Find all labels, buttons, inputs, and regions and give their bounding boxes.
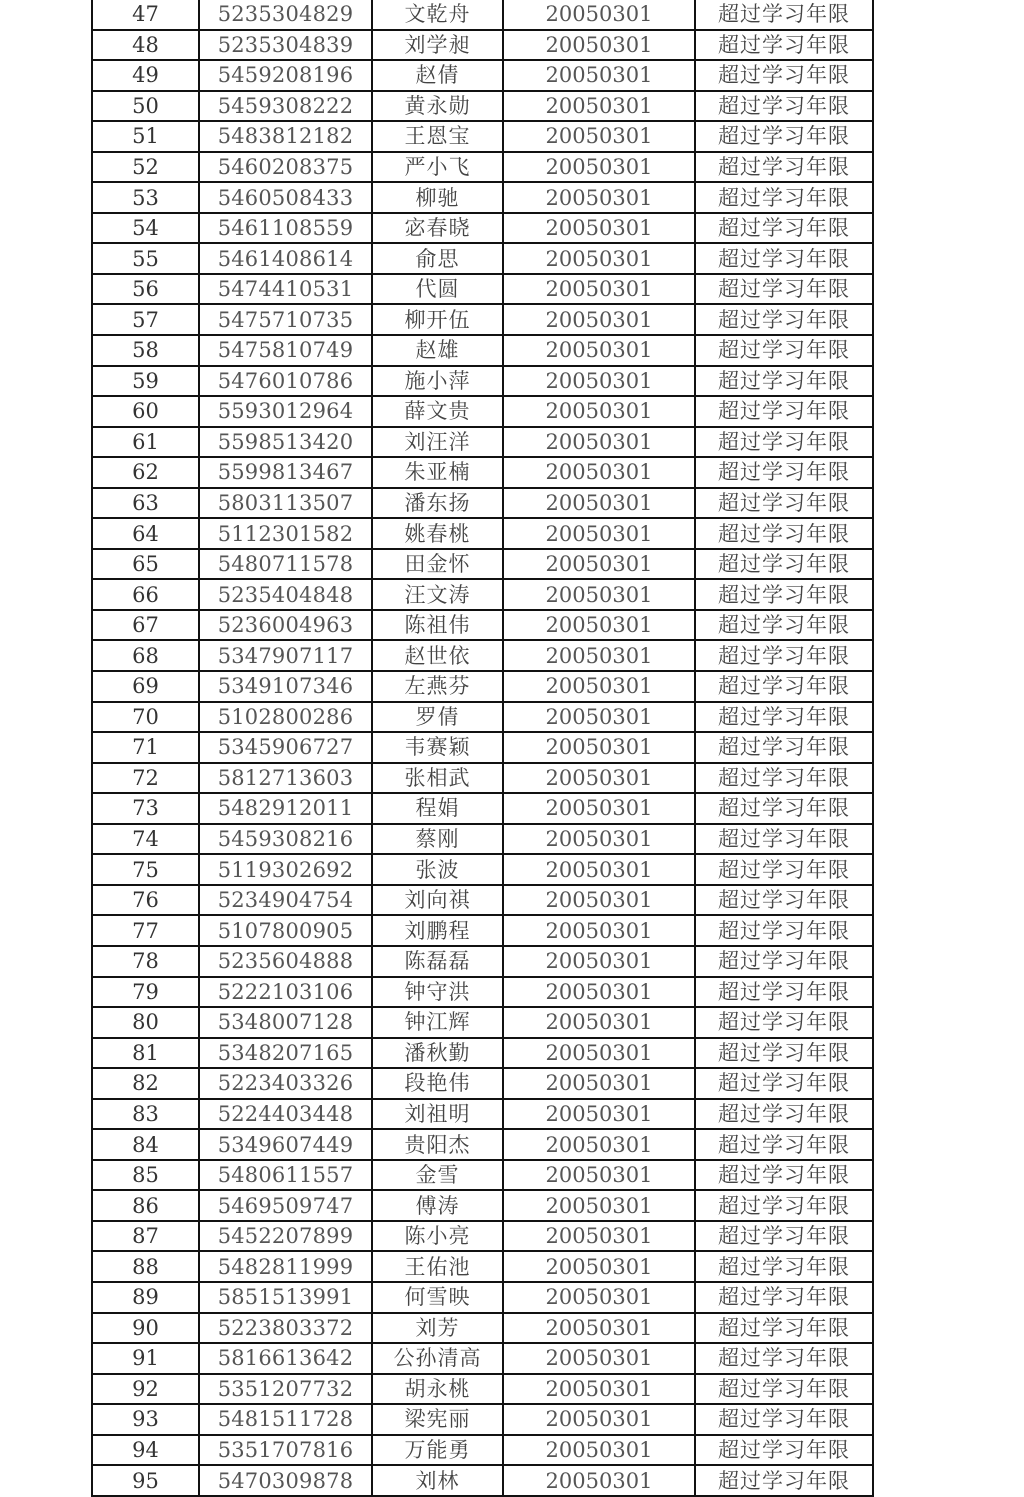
date-cell: 20050301 <box>503 1038 695 1069</box>
table-row <box>92 640 873 671</box>
table-row <box>92 854 873 885</box>
table-row <box>92 60 873 91</box>
date-cell: 20050301 <box>503 1374 695 1405</box>
reason-cell: 超过学习年限 <box>695 640 873 671</box>
student-name-cell: 柳驰 <box>372 182 503 213</box>
date-cell: 20050301 <box>503 854 695 885</box>
student-name-cell: 陈小亮 <box>372 1221 503 1252</box>
student-id-cell: 5349607449 <box>199 1129 372 1160</box>
row-number-cell: 64 <box>92 518 199 549</box>
date-cell: 20050301 <box>503 885 695 916</box>
table-row <box>92 1343 873 1374</box>
student-name-cell: 段艳伟 <box>372 1068 503 1099</box>
date-cell: 20050301 <box>503 763 695 794</box>
student-id-cell: 5803113507 <box>199 488 372 519</box>
table-row <box>92 30 873 61</box>
student-id-cell: 5345906727 <box>199 732 372 763</box>
student-id-cell: 5223403326 <box>199 1068 372 1099</box>
table-row <box>92 732 873 763</box>
date-cell: 20050301 <box>503 274 695 305</box>
student-id-cell: 5474410531 <box>199 274 372 305</box>
reason-cell: 超过学习年限 <box>695 793 873 824</box>
row-number-cell: 62 <box>92 457 199 488</box>
student-name-cell: 朱亚楠 <box>372 457 503 488</box>
row-number-cell: 60 <box>92 396 199 427</box>
roster-table <box>91 0 874 1497</box>
table-row <box>92 1007 873 1038</box>
student-id-cell: 5470309878 <box>199 1465 372 1496</box>
reason-cell: 超过学习年限 <box>695 1404 873 1435</box>
table-row <box>92 579 873 610</box>
table-row <box>92 182 873 213</box>
date-cell: 20050301 <box>503 702 695 733</box>
row-number-cell: 57 <box>92 304 199 335</box>
student-name-cell: 刘鹏程 <box>372 915 503 946</box>
table-row <box>92 1435 873 1466</box>
row-number-cell: 76 <box>92 885 199 916</box>
reason-cell: 超过学习年限 <box>695 396 873 427</box>
row-number-cell: 72 <box>92 763 199 794</box>
row-number-cell: 61 <box>92 427 199 458</box>
student-id-cell: 5459308222 <box>199 91 372 122</box>
student-id-cell: 5222103106 <box>199 977 372 1008</box>
row-number-cell: 81 <box>92 1038 199 1069</box>
row-number-cell: 85 <box>92 1160 199 1191</box>
reason-cell: 超过学习年限 <box>695 1374 873 1405</box>
student-id-cell: 5598513420 <box>199 427 372 458</box>
student-name-cell: 刘芳 <box>372 1313 503 1344</box>
row-number-cell: 80 <box>92 1007 199 1038</box>
student-name-cell: 俞思 <box>372 243 503 274</box>
student-name-cell: 张相武 <box>372 763 503 794</box>
student-id-cell: 5593012964 <box>199 396 372 427</box>
table-row <box>92 488 873 519</box>
date-cell: 20050301 <box>503 396 695 427</box>
student-name-cell: 罗倩 <box>372 702 503 733</box>
table-row <box>92 1038 873 1069</box>
student-id-cell: 5235604888 <box>199 946 372 977</box>
table-row <box>92 1129 873 1160</box>
reason-cell: 超过学习年限 <box>695 91 873 122</box>
student-id-cell: 5812713603 <box>199 763 372 794</box>
student-id-cell: 5461408614 <box>199 243 372 274</box>
reason-cell: 超过学习年限 <box>695 1099 873 1130</box>
reason-cell: 超过学习年限 <box>695 30 873 61</box>
table-row <box>92 243 873 274</box>
table-row <box>92 946 873 977</box>
reason-cell: 超过学习年限 <box>695 427 873 458</box>
row-number-cell: 65 <box>92 549 199 580</box>
reason-cell: 超过学习年限 <box>695 1465 873 1496</box>
student-id-cell: 5349107346 <box>199 671 372 702</box>
student-id-cell: 5235404848 <box>199 579 372 610</box>
date-cell: 20050301 <box>503 640 695 671</box>
row-number-cell: 78 <box>92 946 199 977</box>
student-id-cell: 5851513991 <box>199 1282 372 1313</box>
row-number-cell: 94 <box>92 1435 199 1466</box>
table-row <box>92 610 873 641</box>
student-name-cell: 陈祖伟 <box>372 610 503 641</box>
reason-cell: 超过学习年限 <box>695 1129 873 1160</box>
row-number-cell: 63 <box>92 488 199 519</box>
date-cell: 20050301 <box>503 1251 695 1282</box>
student-id-cell: 5461108559 <box>199 213 372 244</box>
reason-cell: 超过学习年限 <box>695 579 873 610</box>
student-name-cell: 施小萍 <box>372 366 503 397</box>
row-number-cell: 79 <box>92 977 199 1008</box>
reason-cell: 超过学习年限 <box>695 0 873 30</box>
student-name-cell: 刘祖明 <box>372 1099 503 1130</box>
student-name-cell: 严小飞 <box>372 152 503 183</box>
row-number-cell: 92 <box>92 1374 199 1405</box>
reason-cell: 超过学习年限 <box>695 763 873 794</box>
student-id-cell: 5236004963 <box>199 610 372 641</box>
student-name-cell: 胡永桃 <box>372 1374 503 1405</box>
row-number-cell: 54 <box>92 213 199 244</box>
table-row <box>92 915 873 946</box>
reason-cell: 超过学习年限 <box>695 304 873 335</box>
date-cell: 20050301 <box>503 213 695 244</box>
table-row <box>92 824 873 855</box>
reason-cell: 超过学习年限 <box>695 457 873 488</box>
table-row <box>92 1404 873 1435</box>
student-name-cell: 钟江辉 <box>372 1007 503 1038</box>
row-number-cell: 75 <box>92 854 199 885</box>
date-cell: 20050301 <box>503 30 695 61</box>
date-cell: 20050301 <box>503 1160 695 1191</box>
table-row <box>92 396 873 427</box>
date-cell: 20050301 <box>503 0 695 30</box>
student-name-cell: 陈磊磊 <box>372 946 503 977</box>
reason-cell: 超过学习年限 <box>695 1068 873 1099</box>
student-id-cell: 5459308216 <box>199 824 372 855</box>
row-number-cell: 49 <box>92 60 199 91</box>
date-cell: 20050301 <box>503 549 695 580</box>
date-cell: 20050301 <box>503 366 695 397</box>
row-number-cell: 66 <box>92 579 199 610</box>
reason-cell: 超过学习年限 <box>695 915 873 946</box>
student-id-cell: 5476010786 <box>199 366 372 397</box>
student-name-cell: 文乾舟 <box>372 0 503 30</box>
row-number-cell: 83 <box>92 1099 199 1130</box>
reason-cell: 超过学习年限 <box>695 1343 873 1374</box>
table-row <box>92 793 873 824</box>
student-name-cell: 韦赛颖 <box>372 732 503 763</box>
reason-cell: 超过学习年限 <box>695 274 873 305</box>
table-row <box>92 763 873 794</box>
date-cell: 20050301 <box>503 1313 695 1344</box>
student-name-cell: 蔡刚 <box>372 824 503 855</box>
row-number-cell: 86 <box>92 1190 199 1221</box>
row-number-cell: 51 <box>92 121 199 152</box>
student-name-cell: 柳开伍 <box>372 304 503 335</box>
reason-cell: 超过学习年限 <box>695 243 873 274</box>
reason-cell: 超过学习年限 <box>695 121 873 152</box>
student-id-cell: 5475810749 <box>199 335 372 366</box>
date-cell: 20050301 <box>503 1129 695 1160</box>
student-id-cell: 5102800286 <box>199 702 372 733</box>
row-number-cell: 89 <box>92 1282 199 1313</box>
date-cell: 20050301 <box>503 915 695 946</box>
table-row <box>92 1190 873 1221</box>
student-id-cell: 5480611557 <box>199 1160 372 1191</box>
row-number-cell: 52 <box>92 152 199 183</box>
date-cell: 20050301 <box>503 1007 695 1038</box>
table-row <box>92 213 873 244</box>
date-cell: 20050301 <box>503 824 695 855</box>
row-number-cell: 87 <box>92 1221 199 1252</box>
date-cell: 20050301 <box>503 732 695 763</box>
student-name-cell: 张波 <box>372 854 503 885</box>
row-number-cell: 69 <box>92 671 199 702</box>
student-id-cell: 5480711578 <box>199 549 372 580</box>
reason-cell: 超过学习年限 <box>695 1251 873 1282</box>
reason-cell: 超过学习年限 <box>695 1282 873 1313</box>
student-name-cell: 薛文贵 <box>372 396 503 427</box>
date-cell: 20050301 <box>503 304 695 335</box>
date-cell: 20050301 <box>503 1221 695 1252</box>
table-row <box>92 1282 873 1313</box>
reason-cell: 超过学习年限 <box>695 1007 873 1038</box>
table-row <box>92 518 873 549</box>
date-cell: 20050301 <box>503 427 695 458</box>
table-row <box>92 91 873 122</box>
student-name-cell: 姚春桃 <box>372 518 503 549</box>
student-name-cell: 程娟 <box>372 793 503 824</box>
reason-cell: 超过学习年限 <box>695 1190 873 1221</box>
date-cell: 20050301 <box>503 243 695 274</box>
roster-body <box>92 0 873 1496</box>
student-name-cell: 刘汪洋 <box>372 427 503 458</box>
student-name-cell: 赵世依 <box>372 640 503 671</box>
row-number-cell: 95 <box>92 1465 199 1496</box>
date-cell: 20050301 <box>503 335 695 366</box>
table-row <box>92 152 873 183</box>
reason-cell: 超过学习年限 <box>695 671 873 702</box>
table-row <box>92 885 873 916</box>
row-number-cell: 58 <box>92 335 199 366</box>
date-cell: 20050301 <box>503 946 695 977</box>
student-name-cell: 王恩宝 <box>372 121 503 152</box>
student-id-cell: 5816613642 <box>199 1343 372 1374</box>
table-row <box>92 121 873 152</box>
student-name-cell: 黄永勋 <box>372 91 503 122</box>
student-id-cell: 5112301582 <box>199 518 372 549</box>
date-cell: 20050301 <box>503 977 695 1008</box>
date-cell: 20050301 <box>503 579 695 610</box>
row-number-cell: 70 <box>92 702 199 733</box>
row-number-cell: 82 <box>92 1068 199 1099</box>
date-cell: 20050301 <box>503 518 695 549</box>
student-name-cell: 公孙清高 <box>372 1343 503 1374</box>
date-cell: 20050301 <box>503 1465 695 1496</box>
student-name-cell: 潘秋勤 <box>372 1038 503 1069</box>
date-cell: 20050301 <box>503 1282 695 1313</box>
date-cell: 20050301 <box>503 671 695 702</box>
student-name-cell: 梁宪丽 <box>372 1404 503 1435</box>
student-name-cell: 潘东扬 <box>372 488 503 519</box>
reason-cell: 超过学习年限 <box>695 60 873 91</box>
student-id-cell: 5452207899 <box>199 1221 372 1252</box>
student-name-cell: 代圆 <box>372 274 503 305</box>
student-id-cell: 5460208375 <box>199 152 372 183</box>
student-id-cell: 5119302692 <box>199 854 372 885</box>
table-row <box>92 1374 873 1405</box>
reason-cell: 超过学习年限 <box>695 1038 873 1069</box>
reason-cell: 超过学习年限 <box>695 1435 873 1466</box>
student-id-cell: 5475710735 <box>199 304 372 335</box>
row-number-cell: 68 <box>92 640 199 671</box>
student-name-cell: 刘林 <box>372 1465 503 1496</box>
student-id-cell: 5482912011 <box>199 793 372 824</box>
reason-cell: 超过学习年限 <box>695 732 873 763</box>
reason-cell: 超过学习年限 <box>695 1221 873 1252</box>
table-row <box>92 1221 873 1252</box>
student-id-cell: 5223803372 <box>199 1313 372 1344</box>
student-name-cell: 王佑池 <box>372 1251 503 1282</box>
date-cell: 20050301 <box>503 152 695 183</box>
row-number-cell: 88 <box>92 1251 199 1282</box>
table-row <box>92 1099 873 1130</box>
reason-cell: 超过学习年限 <box>695 366 873 397</box>
table-row <box>92 0 873 30</box>
reason-cell: 超过学习年限 <box>695 1160 873 1191</box>
student-name-cell: 傅涛 <box>372 1190 503 1221</box>
reason-cell: 超过学习年限 <box>695 885 873 916</box>
student-name-cell: 左燕芬 <box>372 671 503 702</box>
reason-cell: 超过学习年限 <box>695 518 873 549</box>
student-id-cell: 5348007128 <box>199 1007 372 1038</box>
row-number-cell: 84 <box>92 1129 199 1160</box>
student-name-cell: 金雪 <box>372 1160 503 1191</box>
date-cell: 20050301 <box>503 1404 695 1435</box>
student-id-cell: 5469509747 <box>199 1190 372 1221</box>
date-cell: 20050301 <box>503 91 695 122</box>
student-id-cell: 5224403448 <box>199 1099 372 1130</box>
student-name-cell: 赵倩 <box>372 60 503 91</box>
row-number-cell: 56 <box>92 274 199 305</box>
student-id-cell: 5483812182 <box>199 121 372 152</box>
table-row <box>92 977 873 1008</box>
date-cell: 20050301 <box>503 182 695 213</box>
student-id-cell: 5235304839 <box>199 30 372 61</box>
student-name-cell: 贵阳杰 <box>372 1129 503 1160</box>
table-row <box>92 457 873 488</box>
row-number-cell: 77 <box>92 915 199 946</box>
student-id-cell: 5235304829 <box>199 0 372 30</box>
table-row <box>92 1160 873 1191</box>
student-id-cell: 5482811999 <box>199 1251 372 1282</box>
row-number-cell: 67 <box>92 610 199 641</box>
date-cell: 20050301 <box>503 793 695 824</box>
date-cell: 20050301 <box>503 1099 695 1130</box>
row-number-cell: 74 <box>92 824 199 855</box>
student-id-cell: 5481511728 <box>199 1404 372 1435</box>
reason-cell: 超过学习年限 <box>695 152 873 183</box>
student-name-cell: 汪文涛 <box>372 579 503 610</box>
row-number-cell: 91 <box>92 1343 199 1374</box>
row-number-cell: 50 <box>92 91 199 122</box>
student-name-cell: 钟守洪 <box>372 977 503 1008</box>
reason-cell: 超过学习年限 <box>695 1313 873 1344</box>
student-id-cell: 5599813467 <box>199 457 372 488</box>
date-cell: 20050301 <box>503 1435 695 1466</box>
reason-cell: 超过学习年限 <box>695 946 873 977</box>
reason-cell: 超过学习年限 <box>695 335 873 366</box>
table-row <box>92 1068 873 1099</box>
reason-cell: 超过学习年限 <box>695 488 873 519</box>
row-number-cell: 90 <box>92 1313 199 1344</box>
reason-cell: 超过学习年限 <box>695 702 873 733</box>
table-row <box>92 702 873 733</box>
student-name-cell: 何雪映 <box>372 1282 503 1313</box>
reason-cell: 超过学习年限 <box>695 854 873 885</box>
date-cell: 20050301 <box>503 457 695 488</box>
table-row <box>92 1465 873 1496</box>
student-id-cell: 5459208196 <box>199 60 372 91</box>
reason-cell: 超过学习年限 <box>695 977 873 1008</box>
reason-cell: 超过学习年限 <box>695 610 873 641</box>
student-name-cell: 刘向祺 <box>372 885 503 916</box>
reason-cell: 超过学习年限 <box>695 549 873 580</box>
student-name-cell: 万能勇 <box>372 1435 503 1466</box>
row-number-cell: 71 <box>92 732 199 763</box>
reason-cell: 超过学习年限 <box>695 182 873 213</box>
table-row <box>92 335 873 366</box>
student-name-cell: 宓春晓 <box>372 213 503 244</box>
student-id-cell: 5351207732 <box>199 1374 372 1405</box>
student-id-cell: 5234904754 <box>199 885 372 916</box>
student-name-cell: 刘学昶 <box>372 30 503 61</box>
table-row <box>92 1313 873 1344</box>
row-number-cell: 59 <box>92 366 199 397</box>
table-row <box>92 1251 873 1282</box>
student-id-cell: 5347907117 <box>199 640 372 671</box>
student-name-cell: 赵雄 <box>372 335 503 366</box>
table-row <box>92 671 873 702</box>
student-id-cell: 5460508433 <box>199 182 372 213</box>
student-id-cell: 5348207165 <box>199 1038 372 1069</box>
student-name-cell: 田金怀 <box>372 549 503 580</box>
reason-cell: 超过学习年限 <box>695 824 873 855</box>
table-row <box>92 549 873 580</box>
table-row <box>92 274 873 305</box>
table-row <box>92 304 873 335</box>
date-cell: 20050301 <box>503 1068 695 1099</box>
row-number-cell: 47 <box>92 0 199 30</box>
row-number-cell: 48 <box>92 30 199 61</box>
date-cell: 20050301 <box>503 1190 695 1221</box>
date-cell: 20050301 <box>503 1343 695 1374</box>
reason-cell: 超过学习年限 <box>695 213 873 244</box>
student-id-cell: 5351707816 <box>199 1435 372 1466</box>
row-number-cell: 53 <box>92 182 199 213</box>
date-cell: 20050301 <box>503 121 695 152</box>
date-cell: 20050301 <box>503 610 695 641</box>
row-number-cell: 73 <box>92 793 199 824</box>
student-id-cell: 5107800905 <box>199 915 372 946</box>
table-row <box>92 427 873 458</box>
row-number-cell: 55 <box>92 243 199 274</box>
date-cell: 20050301 <box>503 488 695 519</box>
date-cell: 20050301 <box>503 60 695 91</box>
row-number-cell: 93 <box>92 1404 199 1435</box>
table-row <box>92 366 873 397</box>
